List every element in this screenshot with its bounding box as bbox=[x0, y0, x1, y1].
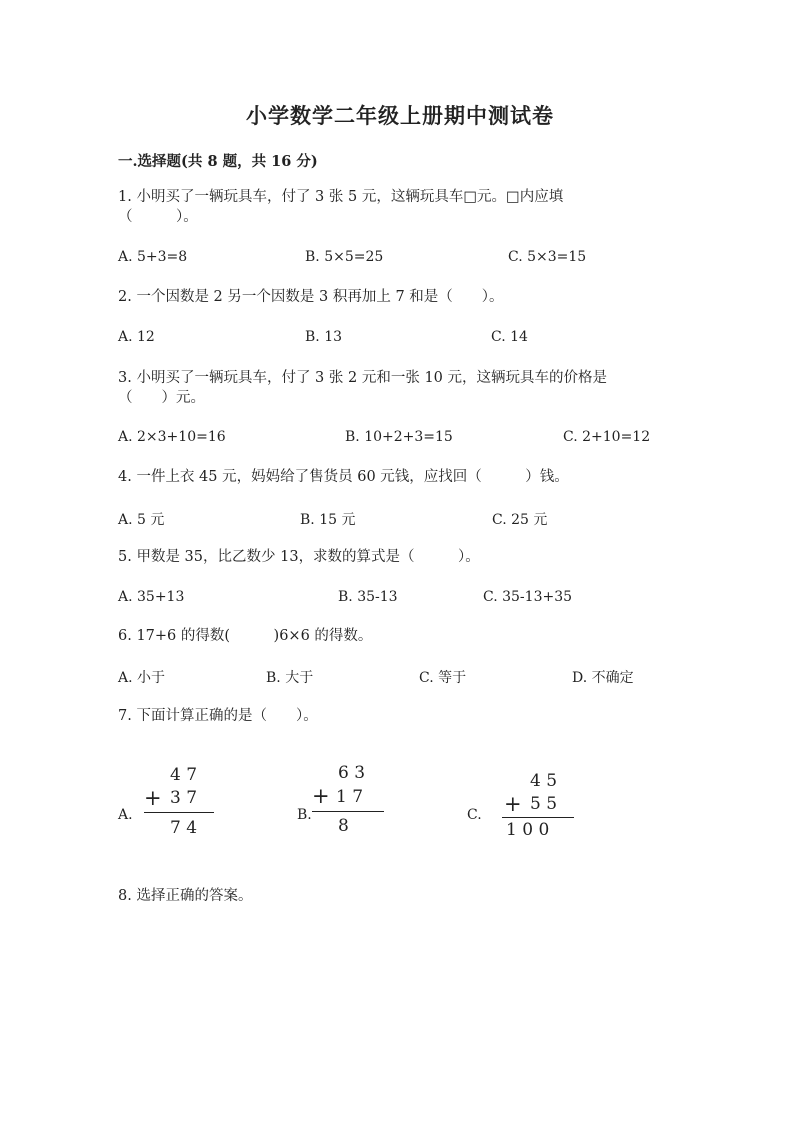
question-1-line-2: （ ）。 bbox=[118, 209, 198, 225]
page-title: 小学数学二年级上册期中测试卷 bbox=[246, 103, 554, 128]
question-4-option-a[interactable]: A. 5 元 bbox=[118, 512, 165, 528]
question-3-line-2: （ ）元。 bbox=[118, 390, 205, 406]
question-6-option-a[interactable]: A. 小于 bbox=[118, 670, 166, 686]
question-3-option-a[interactable]: A. 2×3+10=16 bbox=[118, 429, 226, 445]
calc-c-operator: + bbox=[504, 792, 522, 816]
question-4-option-c[interactable]: C. 25 元 bbox=[492, 512, 548, 528]
question-3-line-1: 3. 小明买了一辆玩具车，付了 3 张 2 元和一张 10 元，这辆玩具车的价格是 bbox=[118, 370, 607, 386]
question-1-option-c[interactable]: C. 5×3=15 bbox=[508, 249, 587, 265]
vertical-calc-c bbox=[500, 766, 580, 846]
question-2-option-b[interactable]: B. 13 bbox=[305, 329, 343, 345]
question-1-line-1: 1. 小明买了一辆玩具车，付了 3 张 5 元，这辆玩具车□元。□内应填 bbox=[118, 189, 564, 205]
calc-c-line bbox=[502, 817, 574, 818]
question-5-option-b[interactable]: B. 35-13 bbox=[338, 589, 398, 605]
question-7-line-1: 7. 下面计算正确的是（ ）。 bbox=[118, 708, 318, 724]
question-7-option-c[interactable]: C. bbox=[467, 807, 482, 823]
calc-a-line bbox=[144, 812, 214, 813]
question-1-option-b[interactable]: B. 5×5=25 bbox=[305, 249, 384, 265]
vertical-calc-b bbox=[310, 758, 390, 838]
question-2-option-c[interactable]: C. 14 bbox=[491, 329, 528, 345]
question-2-line-1: 2. 一个因数是 2 另一个因数是 3 积再加上 7 和是（ ）。 bbox=[118, 289, 504, 305]
question-5-line-1: 5. 甲数是 35，比乙数少 13，求数的算式是（ ）。 bbox=[118, 549, 480, 565]
question-2-option-a[interactable]: A. 12 bbox=[118, 329, 155, 345]
calc-a-top: 4 7 bbox=[170, 765, 198, 785]
calc-b-second: 1 7 bbox=[336, 787, 364, 807]
question-1-option-a[interactable]: A. 5+3=8 bbox=[118, 249, 188, 265]
calc-a-result: 7 4 bbox=[170, 818, 198, 838]
vertical-calc-a bbox=[140, 760, 220, 840]
question-6-line-1: 6. 17+6 的得数( )6×6 的得数。 bbox=[118, 628, 373, 644]
question-6-option-d[interactable]: D. 不确定 bbox=[572, 670, 634, 686]
calc-c-result: 1 0 0 bbox=[506, 820, 550, 840]
question-5-option-c[interactable]: C. 35-13+35 bbox=[483, 589, 573, 605]
calc-c-top: 4 5 bbox=[530, 771, 558, 791]
question-5-option-a[interactable]: A. 35+13 bbox=[118, 589, 185, 605]
question-6-option-b[interactable]: B. 大于 bbox=[266, 670, 314, 686]
question-8-line-1: 8. 选择正确的答案。 bbox=[118, 888, 253, 904]
question-7-option-b[interactable]: B. bbox=[297, 807, 312, 823]
section-heading: 一.选择题(共 8 题，共 16 分) bbox=[118, 153, 318, 170]
calc-b-top: 6 3 bbox=[338, 763, 366, 783]
question-4-option-b[interactable]: B. 15 元 bbox=[300, 512, 356, 528]
calc-c-second: 5 5 bbox=[530, 794, 558, 814]
question-6-option-c[interactable]: C. 等于 bbox=[419, 670, 467, 686]
question-3-option-b[interactable]: B. 10+2+3=15 bbox=[345, 429, 453, 445]
calc-a-operator: + bbox=[144, 786, 162, 810]
calc-b-line bbox=[312, 811, 384, 812]
question-7-option-a[interactable]: A. bbox=[118, 807, 133, 823]
question-3-option-c[interactable]: C. 2+10=12 bbox=[563, 429, 651, 445]
calc-b-operator: + bbox=[312, 784, 330, 808]
calc-a-second: 3 7 bbox=[170, 788, 198, 808]
question-4-line-1: 4. 一件上衣 45 元，妈妈给了售货员 60 元钱，应找回（ ）钱。 bbox=[118, 469, 569, 485]
calc-b-result: 8 bbox=[338, 816, 349, 836]
